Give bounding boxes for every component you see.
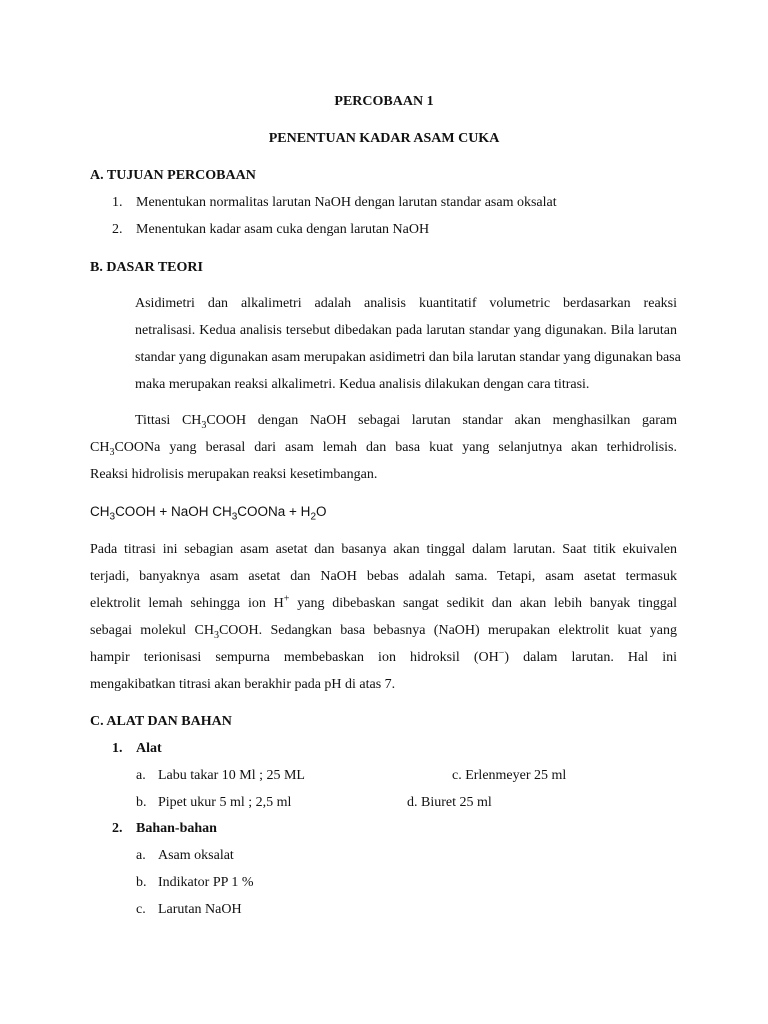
list-letter: a. [136,768,146,783]
list-item: Menentukan kadar asam cuka dengan larutan NaOH [136,222,430,237]
list-number: 2. [112,821,123,836]
paragraph-2: Tittasi $CH_3COOH$ dengan NaOH sebagai larutan standar akan menghasilkan garam $CH_3COONa$ yang berasal dari asam lemah dan basa kuat yang selanjutnya akan terhidrolisis. Reaksi hidrolisis merupakan reaksi kesetimbangan. [90,413,677,482]
list-letter: c. [136,902,146,917]
paragraph-3: Pada titrasi ini sebagian asam asetat dan basanya akan tinggal dalam larutan. Saat titik ekuivalen terjadi, banyaknya asam asetat dan NaOH bebas adalah sama. Tetapi, asam asetat termasuk elektrolit lemah sehingga ion H+ yang dibebaskan sangat sedikit dan akan lebih banyak tinggal sebagai molekul $CH_3COOH$. Sedangkan basa bebasnya (NaOH) merupakan elektrolit kuat yang hampir terionisasi sempurna membebaskan ion hidroksil (OH−) dalam larutan. Hal ini mengakibatkan titrasi akan berakhir pada pH di atas 7. [90,542,677,692]
section-a-heading: A. TUJUAN PERCOBAAN [90,168,256,183]
list-item: Larutan NaOH [158,902,242,917]
list-number: 2. [112,222,123,237]
list-item: Asam oksalat [158,848,234,863]
list-number: 1. [112,195,123,210]
section-b-heading: B. DASAR TEORI [90,260,203,275]
list-letter: a. [136,848,146,863]
chemical-equation: $CH_3COOH$ + NaOH $CH_3COONa + H_2O$ [90,504,327,523]
page-subtitle: PENENTUAN KADAR ASAM CUKA [268,131,500,146]
paragraph-1: Asidimetri dan alkalimetri adalah analisis kuantitatif volumetric berdasarkan reaksi netralisasi. Kedua analisis tersebut dibedakan pada larutan standar yang digunakan. Bila larutan standar yang digunakan asam merupakan asidimetri dan bila larutan standar yang digunakan basa maka merupakan reaksi alkalimetri. Kedua analisis dilakukan dengan cara titrasi. [135,296,681,392]
list-item: Indikator PP 1 % [158,875,254,890]
section-c-heading: C. ALAT DAN BAHAN [90,714,232,729]
list-letter: b. [136,875,147,890]
list-letter: b. [136,795,147,810]
page-title: PERCOBAAN 1 [334,94,434,109]
subsection-alat-heading: Alat [136,741,162,756]
list-item: Labu takar 10 Ml ; 25 ML [158,768,305,783]
list-item: Pipet ukur 5 ml ; 2,5 ml [158,795,292,810]
list-number: 1. [112,741,123,756]
list-item: c. Erlenmeyer 25 ml [452,768,567,783]
list-item: d. Biuret 25 ml [407,795,492,810]
subsection-bahan-heading: Bahan-bahan [136,821,217,836]
list-item: Menentukan normalitas larutan NaOH dengan larutan standar asam oksalat [136,195,557,210]
